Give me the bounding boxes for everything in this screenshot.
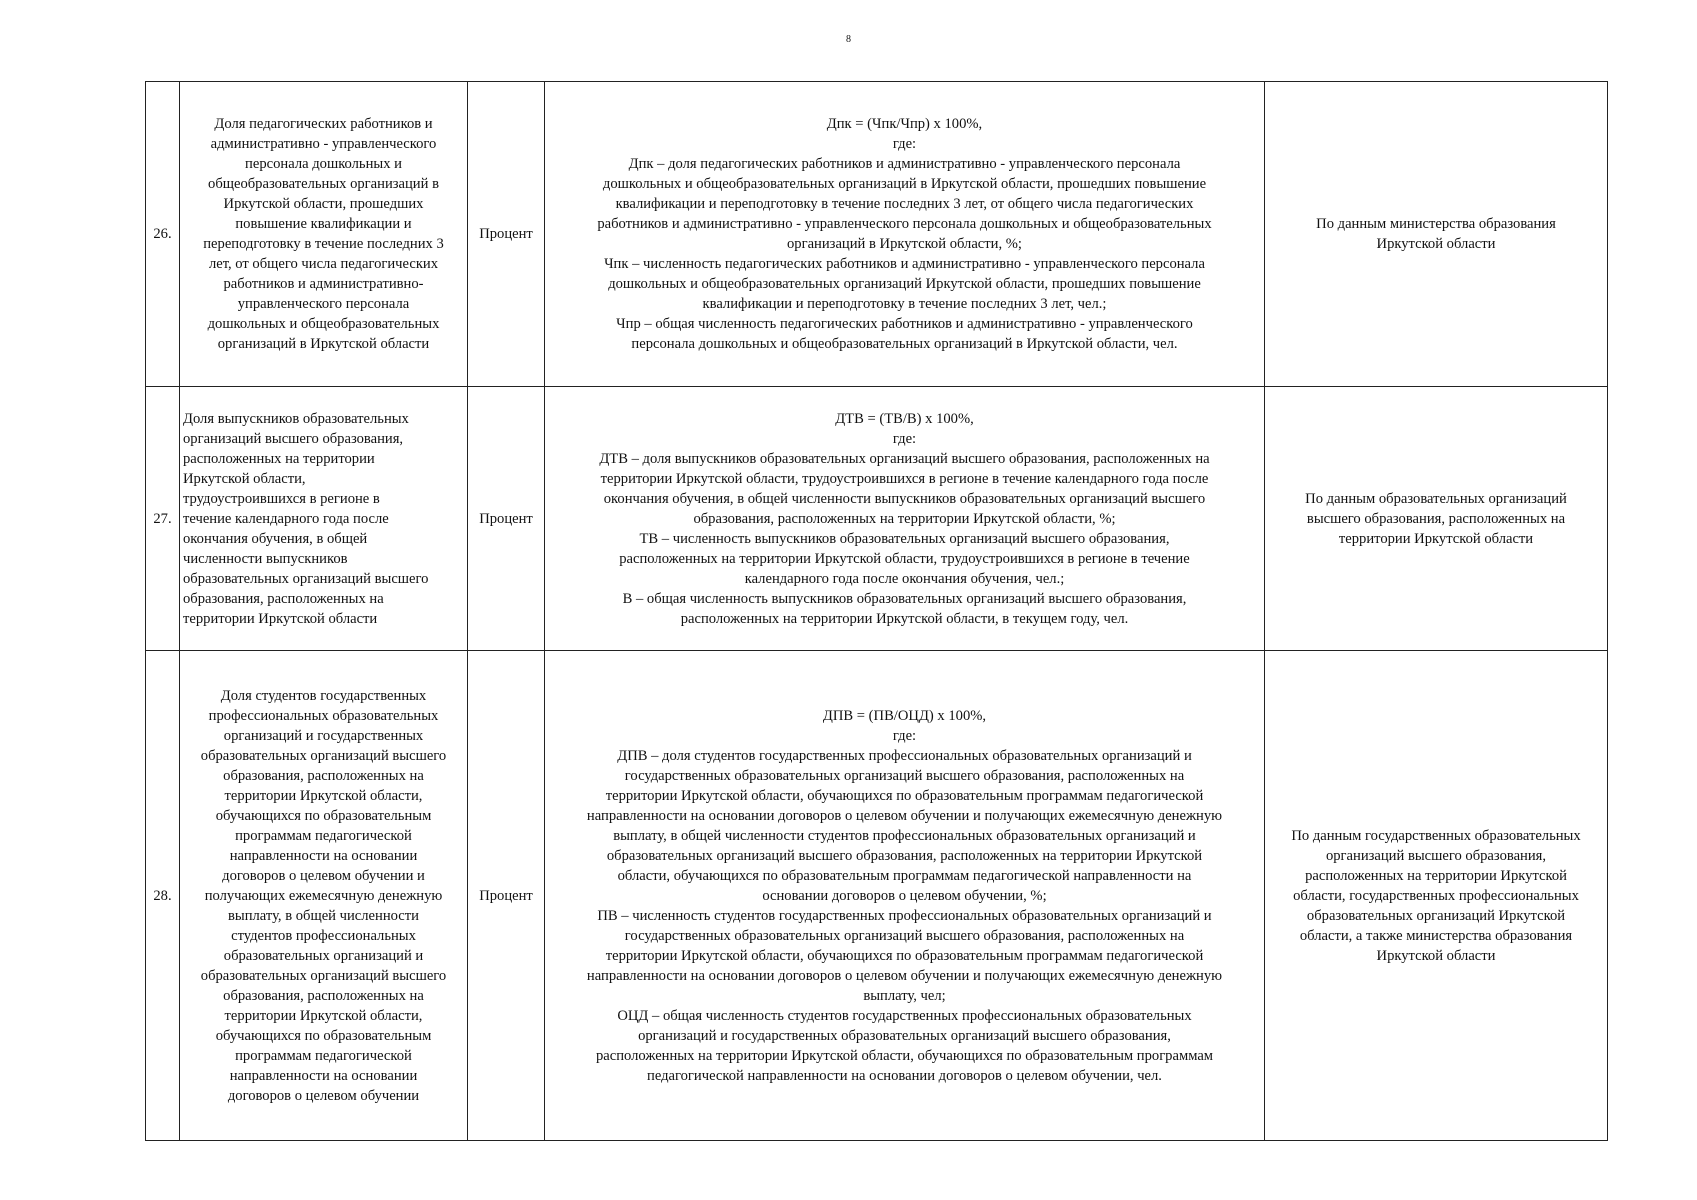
indicator-name-line: направленности на основании	[229, 1067, 418, 1084]
calculation-formula	[545, 651, 1265, 1141]
unit-of-measure: Процент	[468, 82, 545, 387]
formula-line: ОЦД – общая численность студентов государственных профессиональных образовательных	[617, 1007, 1192, 1024]
indicator-name-line: обучающихся по образовательным	[215, 807, 432, 824]
page-number: 8	[846, 34, 851, 45]
formula-line: образования, расположенных на территории Иркутской области, %;	[693, 510, 1116, 527]
formula-line: организаций в Иркутской области, %;	[787, 236, 1022, 252]
source-line: области, а также министерства образования	[1299, 927, 1573, 944]
indicator-name	[180, 82, 468, 387]
formula-line: где:	[892, 727, 917, 744]
indicator-name-line: организаций и государственных	[223, 727, 424, 744]
indicator-name-line: работников и административно-	[223, 276, 424, 292]
table-row	[146, 82, 1608, 387]
indicator-name-line: образования, расположенных на	[183, 590, 384, 607]
indicator-name-line: переподготовку в течение последних 3	[203, 236, 444, 252]
formula-line: государственных образовательных организаций высшего образования, расположенных на	[624, 927, 1185, 944]
formula-line: организаций и государственных образовательных организаций высшего образования,	[638, 1027, 1171, 1044]
formula-line: где:	[892, 136, 917, 152]
formula-line: выплату, чел;	[863, 987, 946, 1004]
formula-line: расположенных на территории Иркутской области, трудоустроившихся в регионе в течение	[619, 550, 1190, 567]
formula-line: территории Иркутской области, трудоустроившихся в регионе в течение календарного года после	[600, 470, 1209, 487]
indicator-name-line: организаций в Иркутской области	[217, 336, 430, 352]
source-line: области, государственных профессиональных	[1293, 887, 1579, 904]
formula-line: направленности на основании договоров о целевом обучении и получающих ежемесячную денежную	[586, 967, 1223, 984]
data-source	[1265, 651, 1608, 1141]
indicator-name-line: Иркутской области, прошедших	[223, 196, 424, 212]
formula-line: квалификации и переподготовку в течение последних 3 лет, от общего числа педагогических	[615, 196, 1194, 212]
formula-line: государственных образовательных организаций высшего образования, расположенных на	[624, 767, 1185, 784]
row-number: 27.	[146, 387, 180, 651]
indicator-name-line: окончания обучения, в общей	[183, 530, 368, 547]
indicator-name-line: получающих ежемесячную денежную	[204, 887, 443, 904]
unit-of-measure: Процент	[468, 387, 545, 651]
indicator-name-line: договоров о целевом обучении	[227, 1087, 420, 1104]
indicators-table	[145, 81, 1608, 1141]
formula-line: календарного года после окончания обучения, чел.;	[744, 570, 1065, 587]
formula-line: работников и административно - управленческого персонала дошкольных и общеобразовательных	[597, 216, 1212, 232]
indicator-name-line: Доля выпускников образовательных	[183, 410, 409, 427]
data-source	[1265, 387, 1608, 651]
indicator-name-line: Доля педагогических работников и	[214, 116, 433, 132]
indicator-name-line: образовательных организаций высшего	[200, 747, 447, 764]
indicator-name-line: расположенных на территории	[183, 450, 375, 467]
indicator-name-line: территории Иркутской области,	[224, 787, 423, 804]
formula-line: выплату, в общей численности студентов профессиональных образовательных организаций и	[613, 827, 1196, 844]
formula-line: области, обучающихся по образовательным программам педагогической направленности на	[617, 867, 1192, 884]
source-line: По данным министерства образования	[1316, 216, 1556, 232]
row-number: 26.	[146, 82, 180, 387]
formula-line: дошкольных и общеобразовательных организаций в Иркутской области, прошедших повышение	[602, 176, 1207, 192]
indicator-name-line: течение календарного года после	[183, 510, 389, 527]
formula-line: Дпк = (Чпк/Чпр) х 100%,	[826, 116, 983, 132]
indicator-name-line: программам педагогической	[235, 827, 412, 844]
indicator-name-line: студентов профессиональных	[231, 927, 416, 944]
indicator-name-line: профессиональных образовательных	[208, 707, 439, 724]
source-line: высшего образования, расположенных на	[1306, 510, 1566, 527]
indicator-name-line: образовательных организаций высшего	[183, 570, 429, 587]
formula-line: квалификации и переподготовку в течение последних 3 лет, чел.;	[702, 296, 1107, 312]
indicator-name-line: образовательных организаций высшего	[200, 967, 447, 984]
indicator-name-line: договоров о целевом обучении и	[222, 867, 425, 884]
source-line: расположенных на территории Иркутской	[1305, 867, 1567, 884]
formula-line: ДПВ = (ПВ/ОЦД) х 100%,	[822, 707, 987, 724]
source-line: организаций высшего образования,	[1325, 847, 1547, 864]
formula-line: территории Иркутской области, обучающихся по образовательным программам педагогической	[605, 787, 1204, 804]
formula-line: окончания обучения, в общей численности выпускников образовательных организаций высшего	[603, 490, 1206, 507]
calculation-formula	[545, 82, 1265, 387]
indicator-name-line: образования, расположенных на	[223, 987, 424, 1004]
row-number: 28.	[146, 651, 180, 1141]
calculation-formula	[545, 387, 1265, 651]
indicator-name	[180, 651, 468, 1141]
indicator-name-line: территории Иркутской области,	[224, 1007, 423, 1024]
formula-line: Чпк – численность педагогических работников и административно - управленческого персонала	[604, 256, 1205, 272]
formula-line: Дпк – доля педагогических работников и административно - управленческого персонала	[628, 156, 1181, 172]
indicator-name-line: лет, от общего числа педагогических	[208, 256, 439, 272]
source-line: Иркутской области	[1376, 236, 1496, 252]
indicator-name-line: программам педагогической	[235, 1047, 412, 1064]
formula-line: персонала дошкольных и общеобразовательных организаций в Иркутской области, чел.	[631, 336, 1178, 352]
indicator-name-line: дошкольных и общеобразовательных	[207, 316, 440, 332]
formula-line: ДТВ – доля выпускников образовательных организаций высшего образования, расположенных на	[599, 450, 1210, 467]
formula-line: ПВ – численность студентов государственных профессиональных образовательных организаций и	[597, 907, 1212, 924]
indicator-name-line: трудоустроившихся в регионе в	[183, 490, 380, 507]
formula-line: расположенных на территории Иркутской области, обучающихся по образовательным программам	[595, 1047, 1214, 1064]
formula-line: расположенных на территории Иркутской области, в текущем году, чел.	[680, 610, 1129, 627]
formula-line: педагогической направленности на основании договоров о целевом обучении, чел.	[647, 1067, 1162, 1084]
data-source	[1265, 82, 1608, 387]
formula-line: Чпр – общая численность педагогических работников и административно - управленческого	[616, 316, 1193, 332]
indicator-name-line: персонала дошкольных и	[245, 156, 402, 172]
indicator-name-line: территории Иркутской области	[183, 610, 378, 627]
formula-line: где:	[892, 430, 917, 447]
source-line: территории Иркутской области	[1338, 530, 1534, 547]
indicator-name-line: Доля студентов государственных	[220, 687, 427, 704]
indicator-name	[180, 387, 468, 651]
indicator-name-line: численности выпускников	[183, 550, 348, 567]
indicator-name-line: управленческого персонала	[237, 296, 410, 312]
source-line: По данным государственных образовательных	[1291, 827, 1581, 844]
formula-line: ДТВ = (ТВ/В) х 100%,	[835, 410, 974, 427]
table-row	[146, 387, 1608, 651]
source-line: Иркутской области	[1376, 947, 1496, 964]
indicator-name-line: образования, расположенных на	[223, 767, 424, 784]
indicator-name-line: повышение квалификации и	[235, 216, 412, 232]
formula-line: ТВ – численность выпускников образовательных организаций высшего образования,	[639, 530, 1170, 547]
indicator-name-line: образовательных организаций и	[223, 947, 424, 964]
indicator-name-line: направленности на основании	[229, 847, 418, 864]
indicator-name-line: административно - управленческого	[210, 136, 437, 152]
formula-line: основании договоров о целевом обучении, %;	[762, 887, 1047, 904]
indicator-name-line: организаций высшего образования,	[183, 430, 404, 447]
source-line: образовательных организаций Иркутской	[1306, 907, 1566, 924]
source-line: По данным образовательных организаций	[1305, 490, 1567, 507]
formula-line: направленности на основании договоров о целевом обучении и получающих ежемесячную денежную	[586, 807, 1223, 824]
unit-of-measure: Процент	[468, 651, 545, 1141]
formula-line: образовательных организаций высшего образования, расположенных на территории Иркутской	[606, 847, 1203, 864]
indicator-name-line: выплату, в общей численности	[228, 907, 419, 924]
formula-line: В – общая численность выпускников образовательных организаций высшего образования,	[622, 590, 1187, 607]
formula-line: ДПВ – доля студентов государственных профессиональных образовательных организаций и	[617, 747, 1192, 764]
table-row	[146, 651, 1608, 1141]
indicator-name-line: Иркутской области,	[183, 470, 306, 487]
indicator-name-line: обучающихся по образовательным	[215, 1027, 432, 1044]
formula-line: территории Иркутской области, обучающихся по образовательным программам педагогической	[605, 947, 1204, 964]
formula-line: дошкольных и общеобразовательных организаций Иркутской области, прошедших повышение	[608, 276, 1201, 292]
indicator-name-line: общеобразовательных организаций в	[208, 176, 439, 192]
